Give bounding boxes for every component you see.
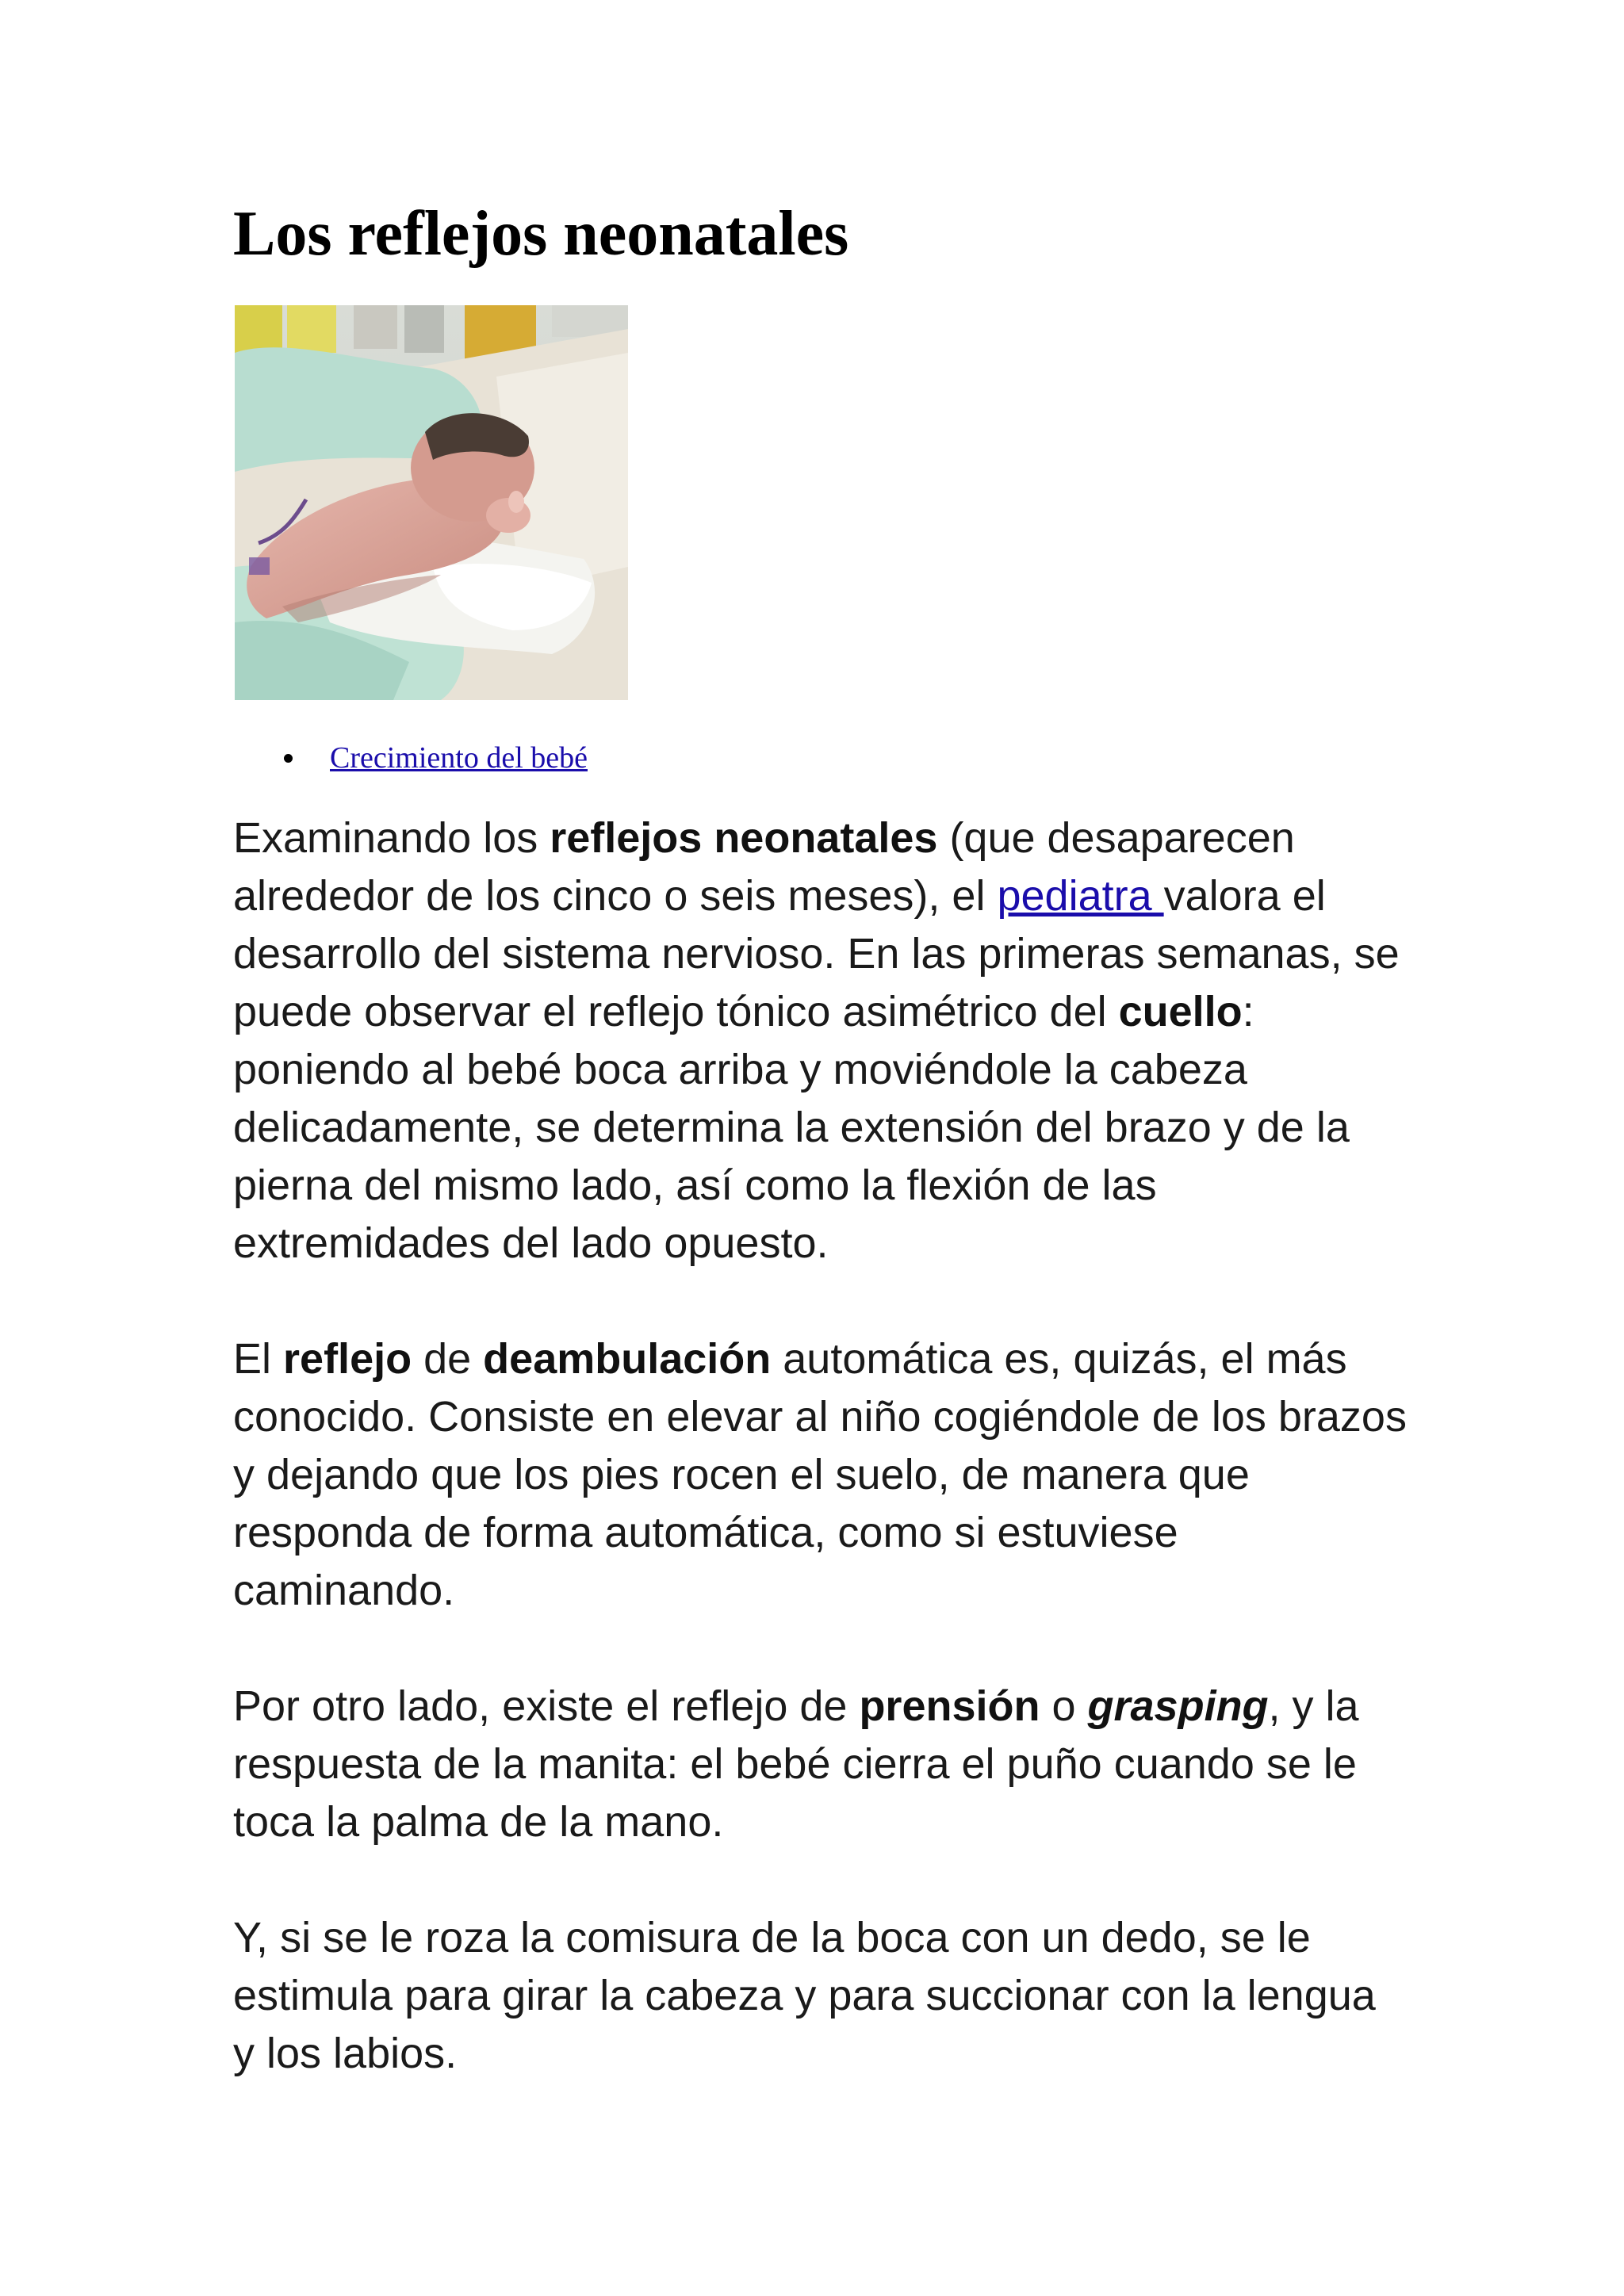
bullet-icon [284, 754, 293, 763]
text: (que desaparecen alrededor de los cinco o seis meses), el [233, 814, 1295, 920]
category-list [233, 736, 588, 780]
list-item [233, 736, 588, 780]
pediatra-link[interactable]: pediatra [997, 872, 1164, 920]
paragraph-1 [233, 809, 1407, 1272]
article-body [233, 809, 1407, 2141]
text: o [1040, 1682, 1088, 1730]
bold-text: reflejo [283, 1335, 412, 1383]
newborn-photo-illustration [235, 305, 628, 700]
category-link[interactable]: Crecimiento del bebé [330, 741, 588, 775]
bold-text: prensión [859, 1682, 1040, 1730]
bold-text: deambulación [483, 1335, 772, 1383]
paragraph-3 [233, 1678, 1407, 1851]
text: Por otro lado, existe el reflejo de [233, 1682, 860, 1730]
bold-text: reflejos neonatales [550, 814, 938, 862]
text: , y la respuesta de la manita: el bebé cierra el puño cuando se le toca la palma de la mano. [233, 1682, 1359, 1846]
text: : poniendo al bebé boca arriba y moviéndole la cabeza delicadamente, se determina la extensión del brazo y de la pierna del mismo lado, así como la flexión de las extremidades del lado opuesto. [233, 988, 1350, 1267]
newborn-photo [235, 305, 628, 700]
text: automática es, quizás, el más conocido. Consiste en elevar al niño cogiéndole de los brazos y dejando que los pies rocen el suelo, de manera que responda de forma automática, como si estuviese caminando. [233, 1335, 1407, 1614]
text: de [412, 1335, 484, 1383]
text: valora el desarrollo del sistema nervioso. En las primeras semanas, se puede observar el reflejo tónico asimétrico del [233, 872, 1400, 1035]
paragraph-2 [233, 1330, 1407, 1620]
bold-italic-text: grasping [1087, 1682, 1269, 1730]
text: Y, si se le roza la comisura de la boca con un dedo, se le estimula para girar la cabeza y para succionar con la lengua y los labios. [233, 1914, 1376, 2077]
article-title: Los reflejos neonatales [233, 199, 849, 269]
text: Examinando los [233, 814, 550, 862]
paragraph-4 [233, 1909, 1407, 2083]
bold-text: cuello [1118, 988, 1243, 1035]
text: El [233, 1335, 284, 1383]
